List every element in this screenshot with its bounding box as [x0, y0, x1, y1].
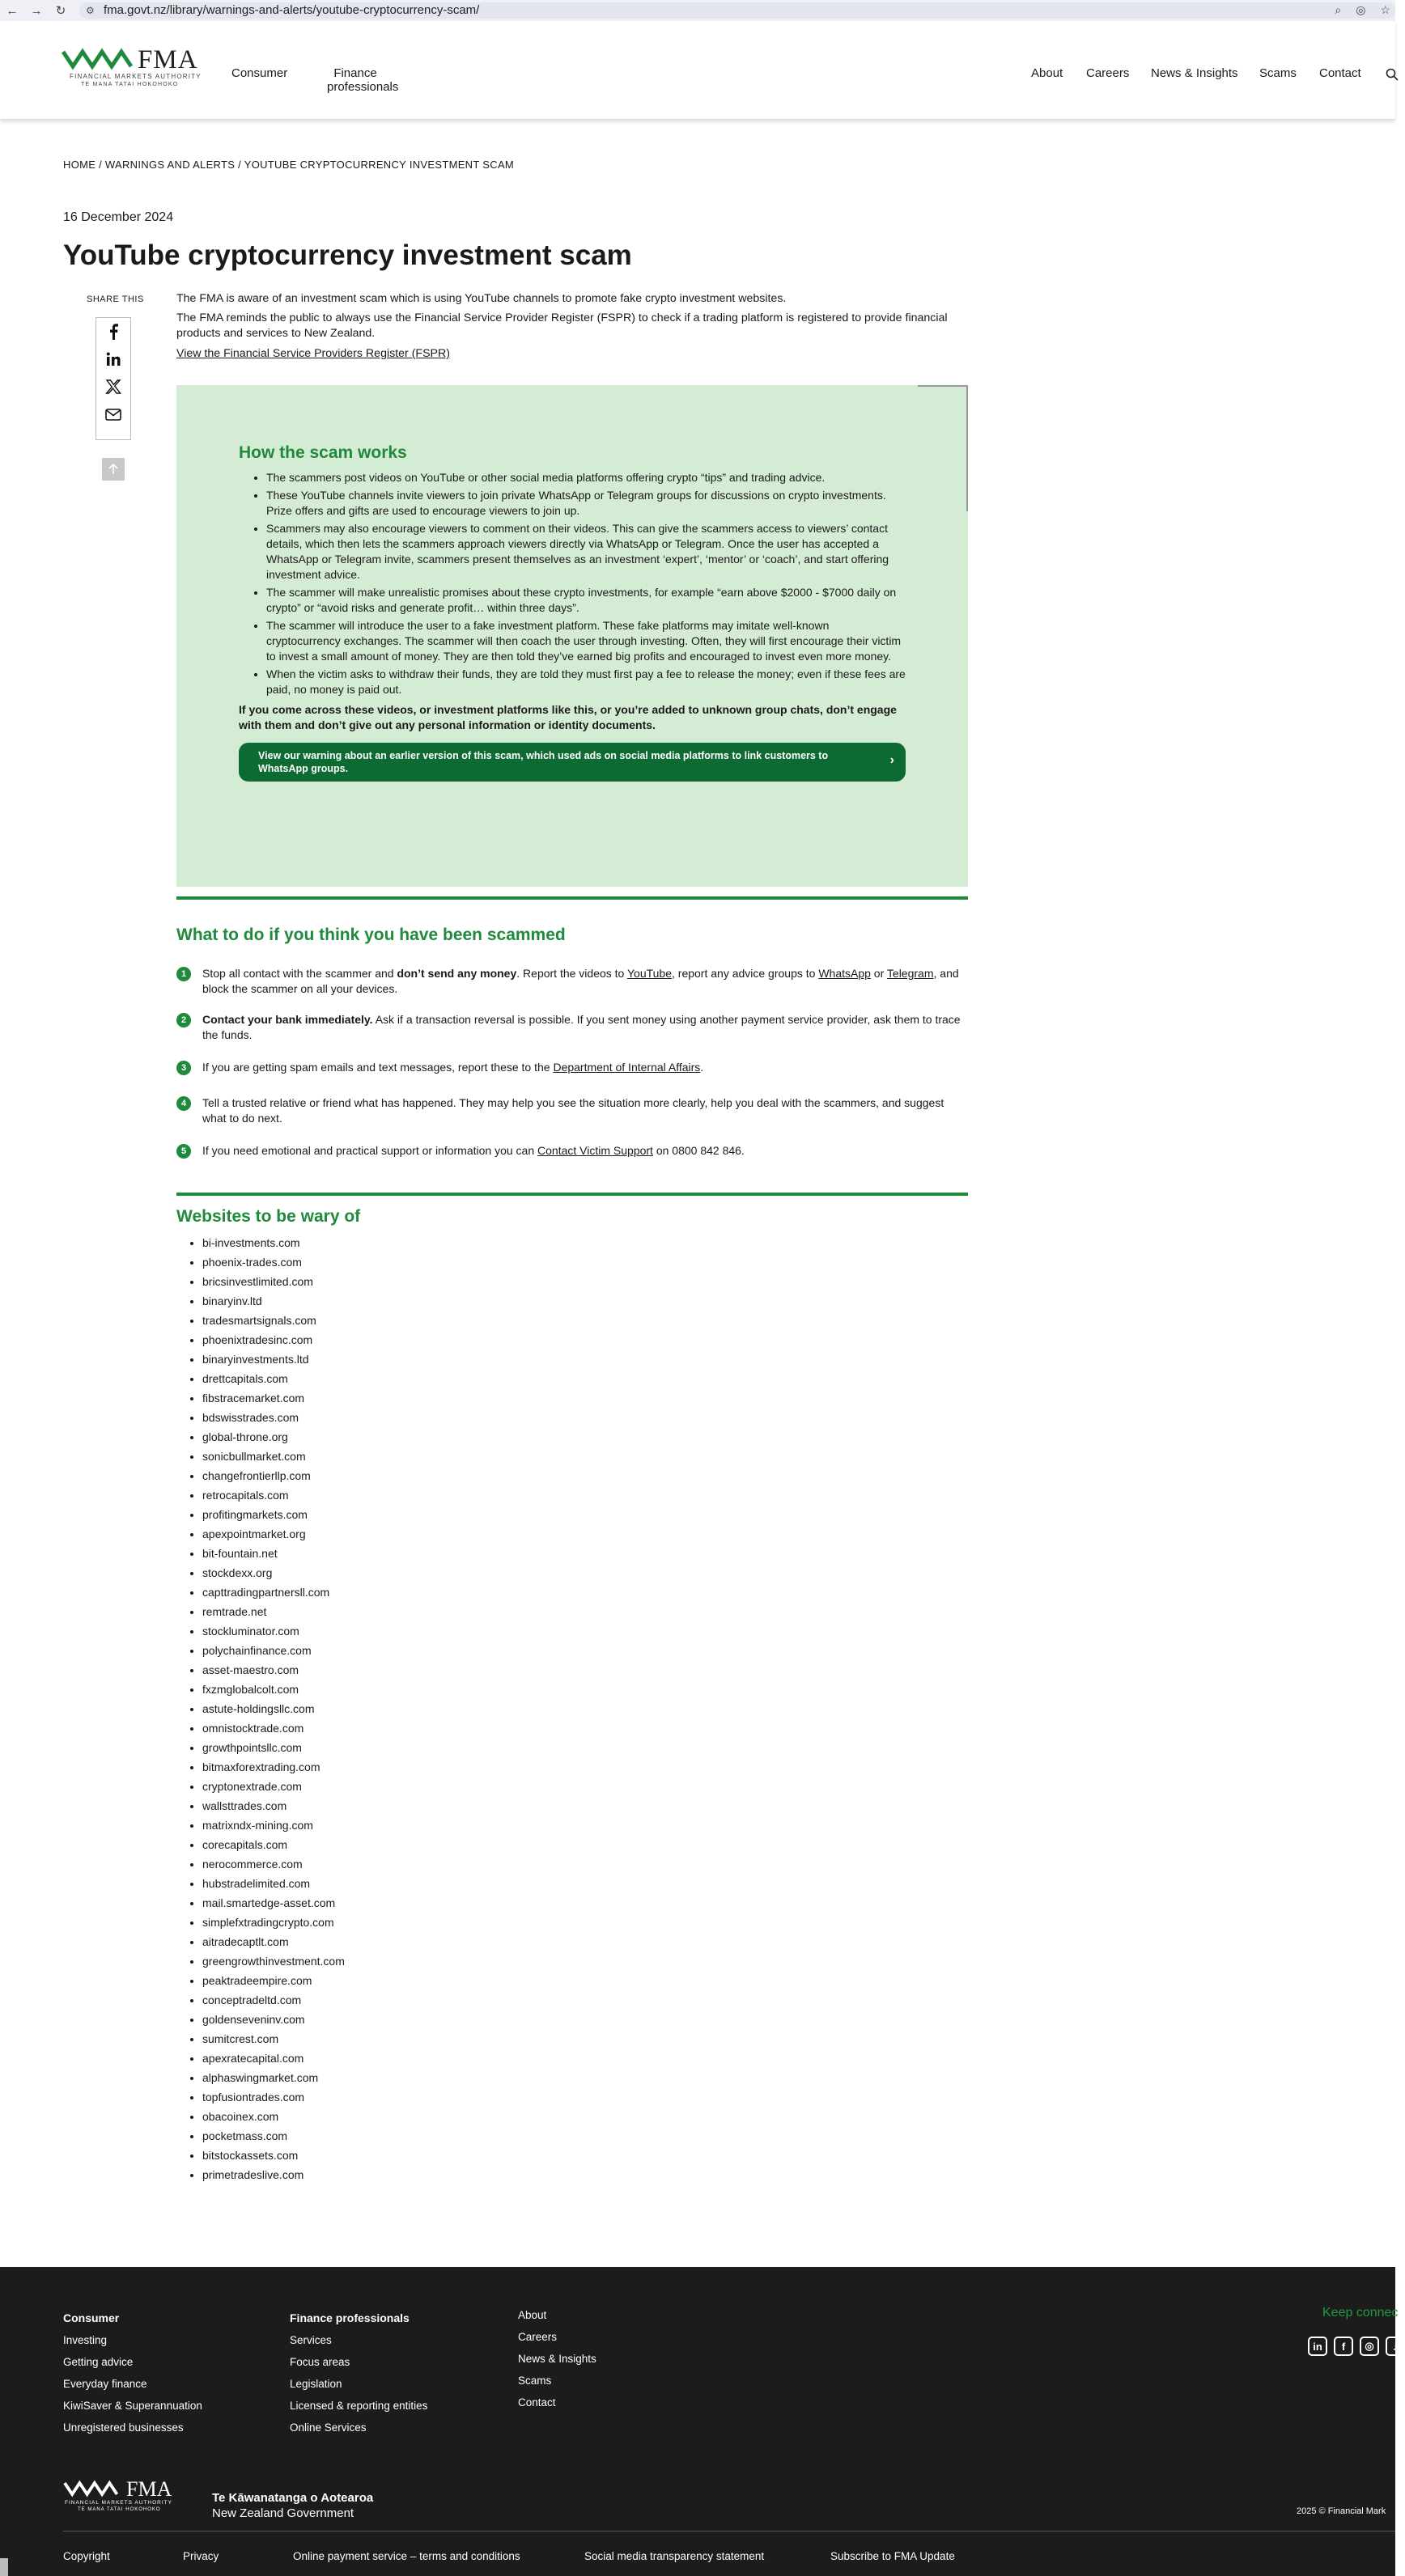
divider — [176, 896, 968, 900]
site-settings-icon[interactable]: ⚙ — [86, 5, 95, 16]
website-list-item: • topfusiontrades.com — [202, 2087, 345, 2107]
nav-about[interactable]: About — [1031, 66, 1063, 80]
step-2 — [176, 1012, 968, 1043]
nz-government-logo[interactable] — [212, 2490, 373, 2521]
footer-link[interactable]: Services — [290, 2334, 332, 2346]
footer-link-privacy[interactable]: Privacy — [183, 2550, 219, 2562]
footer-link[interactable]: Investing — [63, 2334, 108, 2346]
share-label: SHARE THIS — [87, 294, 144, 304]
step-number: 4 — [176, 1096, 191, 1111]
footer-link[interactable]: Careers — [518, 2331, 558, 2343]
nav-scams[interactable]: Scams — [1259, 66, 1297, 80]
box-scrollbar[interactable] — [918, 385, 968, 511]
websites-list — [202, 1233, 345, 2184]
step-text: If you need emotional and practical support or information you can Contact Victim Support on 0800 842 846. — [202, 1144, 745, 1157]
footer-link[interactable]: Online Services — [290, 2421, 367, 2434]
website-list-item: • profitingmarkets.com — [202, 1505, 345, 1524]
page-title: YouTube cryptocurrency investment scam — [63, 239, 632, 271]
step-number: 3 — [176, 1061, 191, 1075]
facebook-icon[interactable]: f — [1334, 2337, 1353, 2356]
footer-link[interactable]: KiwiSaver & Superannuation — [63, 2400, 202, 2412]
step-number: 5 — [176, 1144, 191, 1159]
footer-col-consumer — [63, 2307, 202, 2438]
website-list-item: • sonicbullmarket.com — [202, 1447, 345, 1466]
website-list-item: • phoenixtradesinc.com — [202, 1330, 345, 1349]
dia-link[interactable]: Department of Internal Affairs — [553, 1061, 701, 1074]
footer-link[interactable]: Licensed & reporting entities — [290, 2400, 428, 2412]
website-list-item: • cryptonextrade.com — [202, 1777, 345, 1796]
website-list-item: • changefrontierllp.com — [202, 1466, 345, 1485]
divider — [176, 1193, 968, 1196]
step-1 — [176, 966, 968, 997]
footer-link[interactable]: News & Insights — [518, 2353, 596, 2365]
fma-waves-icon — [63, 49, 133, 70]
logo-subtitle-maori: TE MANA TATAI HOKOHOKO — [81, 82, 179, 87]
linkedin-icon[interactable] — [96, 345, 130, 373]
website-list-item: • primetradeslive.com — [202, 2165, 345, 2184]
nav-finance-professionals[interactable]: Finance professionals — [327, 66, 399, 94]
website-list-item: • pocketmass.com — [202, 2126, 345, 2146]
zoom-icon[interactable]: ⌕ — [1335, 3, 1342, 16]
list-item: • The scammers post videos on YouTube or other social media platforms offering crypto “tips” and trading advice. — [266, 470, 906, 485]
logo-subtitle: FINANCIAL MARKETS AUTHORITY — [70, 73, 202, 80]
scam-steps-list — [239, 470, 906, 697]
forward-icon[interactable]: → — [30, 3, 43, 18]
website-list-item: • obacoinex.com — [202, 2107, 345, 2126]
linkedin-icon[interactable]: in — [1308, 2337, 1327, 2356]
website-list-item: • retrocapitals.com — [202, 1485, 345, 1505]
footer-link[interactable]: About — [518, 2309, 547, 2321]
list-item: • The scammer will introduce the user to a fake investment platform. These fake platforms may imitate well-known cryptocurrency exchanges. The scammer will then coach the user through investing. Often, they will first encourage their victim to invest a small amount of money. They are then told they’ve earned big profits and encouraged to invest even more money. — [266, 618, 906, 664]
website-list-item: • corecapitals.com — [202, 1835, 345, 1854]
eye-off-icon[interactable]: ◎ — [1356, 3, 1366, 16]
keep-connected-label: Keep connec — [1322, 2306, 1399, 2320]
website-list-item: • omnistocktrade.com — [202, 1718, 345, 1738]
website-list-item: • goldenseveninv.com — [202, 2010, 345, 2029]
footer-link-social-transparency[interactable]: Social media transparency statement — [584, 2550, 765, 2562]
fma-waves-icon — [63, 2481, 120, 2497]
website-list-item: • simplefxtradingcrypto.com — [202, 1913, 345, 1932]
email-icon[interactable] — [96, 400, 130, 428]
tiktok-icon[interactable]: ♪ — [1386, 2337, 1405, 2356]
footer-link[interactable]: Legislation — [290, 2378, 342, 2390]
telegram-link[interactable]: Telegram — [886, 967, 934, 980]
website-list-item: • astute-holdingsllc.com — [202, 1699, 345, 1718]
feedback-tab[interactable] — [0, 2558, 8, 2576]
what-to-do-heading: What to do if you think you have been scammed — [176, 926, 566, 944]
copyright-text: 2025 © Financial Mark — [1297, 2506, 1386, 2516]
fspr-link[interactable]: View the Financial Service Providers Register (FSPR) — [176, 347, 450, 360]
website-list-item: • bitmaxforextrading.com — [202, 1757, 345, 1777]
logo-text: FMA — [138, 45, 198, 74]
website-list-item: • fxzmglobalcolt.com — [202, 1680, 345, 1699]
footer-link[interactable]: Getting advice — [63, 2356, 134, 2368]
website-list-item: • phoenix-trades.com — [202, 1252, 345, 1272]
list-item: • Scammers may also encourage viewers to comment on their videos. This can give the scammers access to viewers’ contact details, which then lets the scammers approach viewers directly via WhatsApp or Telegram. Once the user has accepted a WhatsApp or Telegram invite, scammers present themselves as an investment ‘expert’, ‘mentor’ or ‘coach’, and start offering investment advice. — [266, 521, 906, 583]
step-text: Contact your bank immediately. Ask if a transaction reversal is possible. If you sent money using another payment service provider, ask them to trace the funds. — [202, 1013, 961, 1041]
instagram-icon[interactable]: ◎ — [1360, 2337, 1379, 2356]
footer-logo-subtitle: FINANCIAL MARKETS AUTHORITY — [65, 2500, 172, 2506]
reload-icon[interactable]: ↻ — [55, 4, 66, 18]
govt-english-name: New Zealand Government — [212, 2506, 354, 2520]
step-4 — [176, 1095, 968, 1126]
footer-link[interactable]: Contact — [518, 2396, 556, 2409]
step-3 — [176, 1060, 968, 1075]
earlier-warning-label: View our warning about an earlier version of this scam, which used ads on social media platforms to link customers to WhatsApp groups. — [258, 750, 829, 774]
bookmark-star-icon[interactable]: ☆ — [1380, 3, 1390, 16]
list-item: • When the victim asks to withdraw their funds, they are told they must first pay a fee to release the money; even if these fees are paid, no money is paid out. — [266, 667, 906, 697]
website-list-item: • bi-investments.com — [202, 1233, 345, 1252]
warning-text: If you come across these videos, or investment platforms like this, or you’re added to unknown group chats, don’t engage with them and don’t give out any personal information or identity documents. — [239, 703, 897, 731]
article-intro — [176, 291, 968, 362]
list-item: • These YouTube channels invite viewers to join private WhatsApp or Telegram groups for discussions on crypto investments. Prize offers and gifts are used to encourage viewers to join up. — [266, 488, 906, 519]
website-list-item: • binaryinvestments.ltd — [202, 1349, 345, 1369]
earlier-warning-button[interactable] — [239, 743, 906, 782]
back-to-top-button[interactable] — [102, 458, 125, 481]
x-twitter-icon[interactable] — [96, 373, 130, 400]
publish-date: 16 December 2024 — [63, 210, 174, 224]
website-list-item: • polychainfinance.com — [202, 1641, 345, 1660]
footer-divider — [63, 2531, 1395, 2532]
address-bar[interactable] — [79, 2, 1395, 19]
website-list-item: • wallsttrades.com — [202, 1796, 345, 1815]
website-list-item: • tradesmartsignals.com — [202, 1311, 345, 1330]
browser-toolbar — [0, 0, 1395, 21]
step-text: If you are getting spam emails and text messages, report these to the Department of Internal Affairs. — [202, 1061, 704, 1074]
website-list-item: • global-throne.org — [202, 1427, 345, 1447]
website-list-item: • fibstracemarket.com — [202, 1388, 345, 1408]
website-list-item: • bricsinvestlimited.com — [202, 1272, 345, 1291]
website-list-item: • stockdexx.org — [202, 1563, 345, 1582]
website-list-item: • nerocommerce.com — [202, 1854, 345, 1874]
footer-fma-logo[interactable] — [63, 2477, 172, 2512]
chevron-right-icon: › — [889, 753, 894, 767]
breadcrumb[interactable]: HOME / WARNINGS AND ALERTS / YOUTUBE CRYPTOCURRENCY INVESTMENT SCAM — [63, 159, 515, 171]
website-list-item: • alphaswingmarket.com — [202, 2068, 345, 2087]
website-list-item: • apexpointmarket.org — [202, 1524, 345, 1544]
footer-heading[interactable]: Finance professionals — [290, 2311, 410, 2324]
youtube-link[interactable]: YouTube — [626, 967, 672, 980]
website-list-item: • binaryinv.ltd — [202, 1291, 345, 1311]
nav-contact[interactable]: Contact — [1319, 66, 1361, 80]
footer-link[interactable]: Unregistered businesses — [63, 2421, 184, 2434]
intro-paragraph-fspr: The FMA reminds the public to always use the Financial Service Provider Register (FSPR) to check if a trading platform is registered to provide financial products and services to New Zealand. — [176, 311, 948, 340]
footer-col-about — [518, 2304, 596, 2413]
back-icon[interactable]: ← — [6, 3, 19, 18]
intro-paragraph: The FMA is aware of an investment scam which is using YouTube channels to promote fake crypto investment websites. — [176, 292, 787, 305]
website-list-item: • remtrade.net — [202, 1602, 345, 1621]
footer-link-payment-terms[interactable]: Online payment service – terms and conditions — [293, 2550, 520, 2562]
facebook-icon[interactable] — [96, 318, 130, 345]
footer-heading[interactable]: Consumer — [63, 2311, 120, 2324]
website-list-item: • aitradecaptlt.com — [202, 1932, 345, 1951]
website-list-item: • capttradingpartnersll.com — [202, 1582, 345, 1602]
url-text: fma.govt.nz/library/warnings-and-alerts/youtube-cryptocurrency-scam/ — [104, 3, 480, 17]
list-item: • The scammer will make unrealistic promises about these crypto investments, for example “earn above $2000 - $7000 daily on crypto” or “avoid risks and generate profit… within three days”. — [266, 585, 906, 616]
step-number: 1 — [176, 967, 191, 981]
search-icon[interactable] — [1386, 68, 1399, 81]
website-list-item: • sumitcrest.com — [202, 2029, 345, 2049]
footer-link[interactable]: Everyday finance — [63, 2378, 147, 2390]
website-list-item: • conceptradeltd.com — [202, 1990, 345, 2010]
website-list-item: • growthpointsllc.com — [202, 1738, 345, 1757]
footer-logo-subtitle-maori: TE MANA TATAI HOKOHOKO — [78, 2507, 161, 2512]
site-header — [0, 21, 1395, 120]
how-scam-works-heading: How the scam works — [239, 443, 407, 462]
footer-link[interactable]: Scams — [518, 2375, 552, 2387]
fma-logo[interactable] — [63, 45, 202, 91]
website-list-item: • bdswisstrades.com — [202, 1408, 345, 1427]
website-list-item: • bit-fountain.net — [202, 1544, 345, 1563]
website-list-item: • greengrowthinvestment.com — [202, 1951, 345, 1971]
step-number: 2 — [176, 1013, 191, 1027]
how-scam-works-box — [176, 385, 968, 887]
website-list-item: • peaktradeempire.com — [202, 1971, 345, 1990]
nav-careers[interactable]: Careers — [1086, 66, 1130, 80]
step-text: Tell a trusted relative or friend what has happened. They may help you see the situation more clearly, help you deal with the scammers, and suggest what to do next. — [202, 1096, 944, 1125]
website-list-item: • matrixndx-mining.com — [202, 1815, 345, 1835]
nav-news-insights[interactable]: News & Insights — [1151, 66, 1238, 80]
website-list-item: • bitstockassets.com — [202, 2146, 345, 2165]
share-panel — [96, 317, 131, 440]
footer-col-finance — [290, 2307, 427, 2438]
govt-maori-name: Te Kāwanatanga o Aotearoa — [212, 2491, 374, 2505]
website-list-item: • hubstradelimited.com — [202, 1874, 345, 1893]
footer-link[interactable]: Focus areas — [290, 2356, 350, 2368]
website-list-item: • drettcapitals.com — [202, 1369, 345, 1388]
social-links — [1308, 2337, 1405, 2356]
arrow-up-icon — [108, 464, 118, 475]
site-footer — [0, 2267, 1399, 2576]
nav-consumer[interactable]: Consumer — [231, 66, 288, 80]
step-text: Stop all contact with the scammer and don’t send any money. Report the videos to YouTube, report any advice groups to WhatsApp or Telegram, and block the scammer on all your devices. — [202, 967, 959, 995]
whatsapp-link[interactable]: WhatsApp — [818, 967, 871, 980]
websites-heading: Websites to be wary of — [176, 1207, 361, 1226]
victim-support-link[interactable]: Contact Victim Support — [537, 1144, 653, 1157]
website-list-item: • mail.smartedge-asset.com — [202, 1893, 345, 1913]
step-5 — [176, 1143, 968, 1159]
website-list-item: • stockluminator.com — [202, 1621, 345, 1641]
footer-logo-text: FMA — [126, 2477, 172, 2501]
website-list-item: • apexratecapital.com — [202, 2049, 345, 2068]
footer-link-copyright[interactable]: Copyright — [63, 2550, 110, 2562]
website-list-item: • asset-maestro.com — [202, 1660, 345, 1680]
footer-link-subscribe[interactable]: Subscribe to FMA Update — [830, 2550, 955, 2562]
